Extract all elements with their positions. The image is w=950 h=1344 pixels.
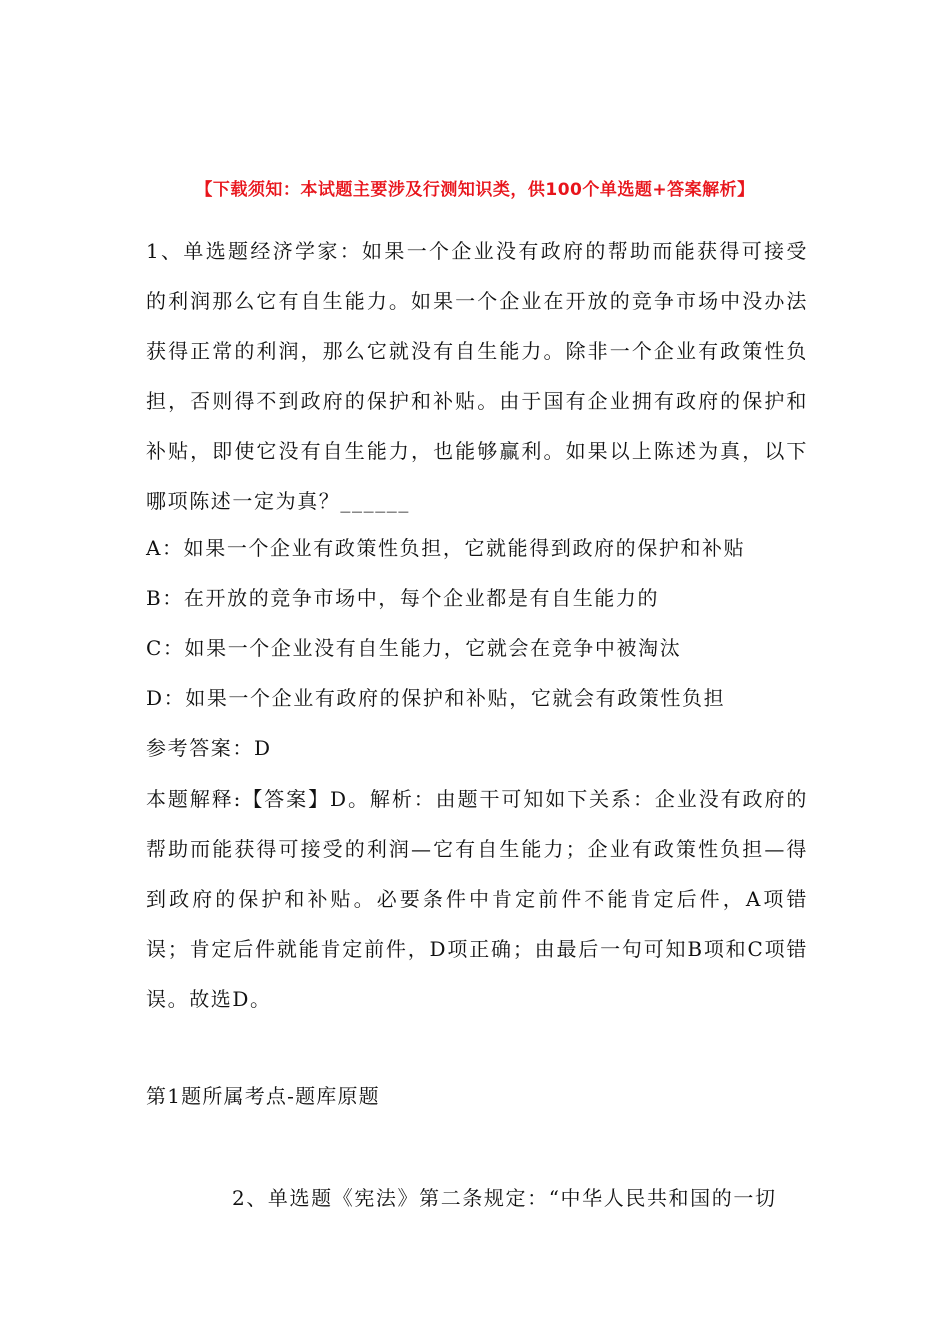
question-1-option-b: B：在开放的竞争市场中，每个企业都是有自生能力的 [146,586,660,610]
question-1-option-a: A：如果一个企业有政策性负担，它就能得到政府的保护和补贴 [146,536,746,560]
question-1-topic: 第1题所属考点-题库原题 [146,1084,380,1108]
question-1-explanation: 本题解释:【答案】D。解析：由题干可知如下关系：企业没有政府的帮助而能获得可接受的利润—它有自生能力；企业有政策性负担—得到政府的保护和补贴。必要条件中肯定前件不能肯定后件，A项错误；肯定后件就能肯定前件，D项正确；由最后一句可知B项和C项错误。故选D。 [146,787,808,1011]
question-2-stem: 2、单选题《宪法》第二条规定：“中华人民共和国的一切 [232,1186,777,1210]
question-1-answer: 参考答案：D [146,736,272,760]
question-1-stem: 1、单选题经济学家：如果一个企业没有政府的帮助而能获得可接受的利润那么它有自生能力。如果一个企业在开放的竞争市场中没办法获得正常的利润，那么它就没有自生能力。除非一个企业有政策性负担，否则得不到政府的保护和补贴。由于国有企业拥有政府的保护和补贴，即使它没有自生能力，也能够赢利。如果以上陈述为真，以下哪项陈述一定为真？______ [146,239,808,513]
download-notice: 【下载须知：本试题主要涉及行测知识类，供100个单选题+答案解析】 [195,180,755,200]
question-1-option-c: C：如果一个企业没有自生能力，它就会在竞争中被淘汰 [146,636,682,660]
question-1-option-d: D：如果一个企业有政府的保护和补贴，它就会有政策性负担 [146,686,726,710]
